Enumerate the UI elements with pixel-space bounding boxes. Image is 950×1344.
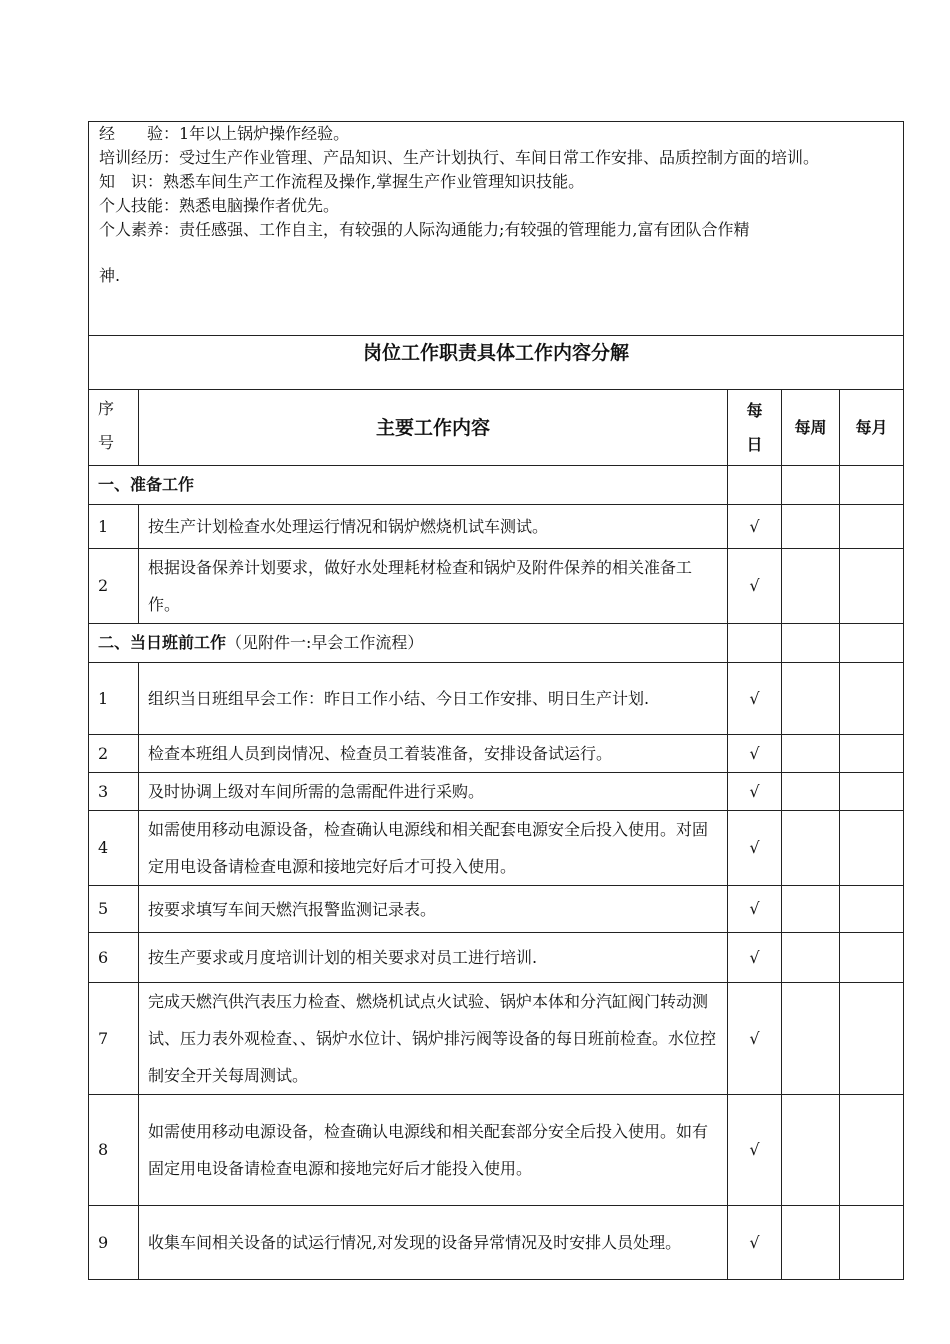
row-content: 检查本班组人员到岗情况、检查员工着装准备，安排设备试运行。 [139,735,728,773]
row-weekly-check [782,811,840,886]
row-content: 按要求填写车间天燃汽报警监测记录表。 [139,886,728,933]
row-monthly-check [840,505,904,549]
row-monthly-check [840,1095,904,1206]
row-daily-check: √ [728,549,782,624]
row-number: 2 [89,549,139,624]
section-weekly [782,466,840,505]
table-row [89,505,904,549]
qual-qualities: 个人素养：责任感强、工作自主，有较强的人际沟通能力;有较强的管理能力,富有团队合作精 [99,220,750,239]
row-daily-check: √ [728,773,782,811]
table-row [89,886,904,933]
section-daily [728,624,782,663]
row-content: 及时协调上级对车间所需的急需配件进行采购。 [139,773,728,811]
row-daily-check: √ [728,735,782,773]
row-daily-check: √ [728,505,782,549]
row-daily-check: √ [728,811,782,886]
row-daily-check: √ [728,1206,782,1280]
row-weekly-check [782,886,840,933]
row-monthly-check [840,773,904,811]
row-weekly-check [782,663,840,735]
qual-qualities-cont: 神. [99,266,121,285]
section-daily [728,466,782,505]
row-content: 如需使用移动电源设备，检查确认电源线和相关配套电源安全后投入使用。对固定用电设备请检查电源和接地完好后才可投入使用。 [139,811,728,886]
section-title-cell [89,466,728,505]
row-content: 收集车间相关设备的试运行情况,对发现的设备异常情况及时安排人员处理。 [139,1206,728,1280]
row-monthly-check [840,663,904,735]
header-daily [728,390,782,466]
qual-knowledge: 知 识：熟悉车间生产工作流程及操作,掌握生产作业管理知识技能。 [99,172,585,191]
table-title-row [89,336,904,390]
row-content: 组织当日班组早会工作：昨日工作小结、今日工作安排、明日生产计划. [139,663,728,735]
row-weekly-check [782,983,840,1095]
row-number: 4 [89,811,139,886]
header-seq-1: 序 [98,399,115,418]
row-monthly-check [840,933,904,983]
qual-skills: 个人技能：熟悉电脑操作者优先。 [99,196,340,215]
section-title: 二、当日班前工作 [98,633,227,652]
row-content: 按生产要求或月度培训计划的相关要求对员工进行培训. [139,933,728,983]
row-number: 1 [89,663,139,735]
header-row [89,390,904,466]
row-weekly-check [782,505,840,549]
qualifications-cell [89,122,904,336]
qualifications-row [89,122,904,336]
section-monthly [840,466,904,505]
row-daily-check: √ [728,1095,782,1206]
table-row [89,811,904,886]
table-row [89,549,904,624]
section-monthly [840,624,904,663]
row-weekly-check [782,773,840,811]
row-content: 根据设备保养计划要求，做好水处理耗材检查和锅炉及附件保养的相关准备工作。 [139,549,728,624]
row-number: 7 [89,983,139,1095]
table-row [89,773,904,811]
row-daily-check: √ [728,983,782,1095]
row-monthly-check [840,1206,904,1280]
section-title: 一、准备工作 [98,475,195,494]
row-number: 9 [89,1206,139,1280]
row-monthly-check [840,735,904,773]
header-monthly: 每月 [840,390,904,466]
header-seq [89,390,139,466]
document [88,121,903,1280]
row-daily-check: √ [728,886,782,933]
table-row [89,983,904,1095]
row-number: 2 [89,735,139,773]
table-row [89,735,904,773]
section-note: （见附件一:早会工作流程） [226,633,424,652]
job-table [88,121,904,1280]
row-monthly-check [840,983,904,1095]
qual-experience: 经 验：1年以上锅炉操作经验。 [99,124,350,143]
row-weekly-check [782,735,840,773]
table-row [89,663,904,735]
row-number: 8 [89,1095,139,1206]
section-row [89,466,904,505]
header-daily-1: 每 [746,400,763,420]
row-content: 按生产计划检查水处理运行情况和锅炉燃烧机试车测试。 [139,505,728,549]
table-row [89,1206,904,1280]
row-weekly-check [782,549,840,624]
qual-training: 培训经历：受过生产作业管理、产品知识、生产计划执行、车间日常工作安排、品质控制方面的培训。 [99,148,820,167]
header-daily-2: 日 [746,434,763,454]
header-seq-2: 号 [98,433,115,452]
row-monthly-check [840,549,904,624]
row-weekly-check [782,933,840,983]
header-weekly: 每周 [782,390,840,466]
row-number: 1 [89,505,139,549]
row-daily-check: √ [728,663,782,735]
row-daily-check: √ [728,933,782,983]
row-weekly-check [782,1095,840,1206]
row-content: 如需使用移动电源设备，检查确认电源线和相关配套部分安全后投入使用。如有固定用电设备请检查电源和接地完好后才能投入使用。 [139,1095,728,1206]
section-title-cell [89,624,728,663]
row-number: 5 [89,886,139,933]
section-row [89,624,904,663]
header-main: 主要工作内容 [139,390,728,466]
table-title: 岗位工作职责具体工作内容分解 [89,336,904,390]
row-content: 完成天燃汽供汽表压力检查、燃烧机试点火试验、锅炉本体和分汽缸阀门转动测试、压力表外观检查、、锅炉水位计、锅炉排污阀等设备的每日班前检查。水位控制安全开关每周测试。 [139,983,728,1095]
row-number: 3 [89,773,139,811]
row-monthly-check [840,811,904,886]
table-row [89,1095,904,1206]
row-number: 6 [89,933,139,983]
row-monthly-check [840,886,904,933]
row-weekly-check [782,1206,840,1280]
section-weekly [782,624,840,663]
table-row [89,933,904,983]
